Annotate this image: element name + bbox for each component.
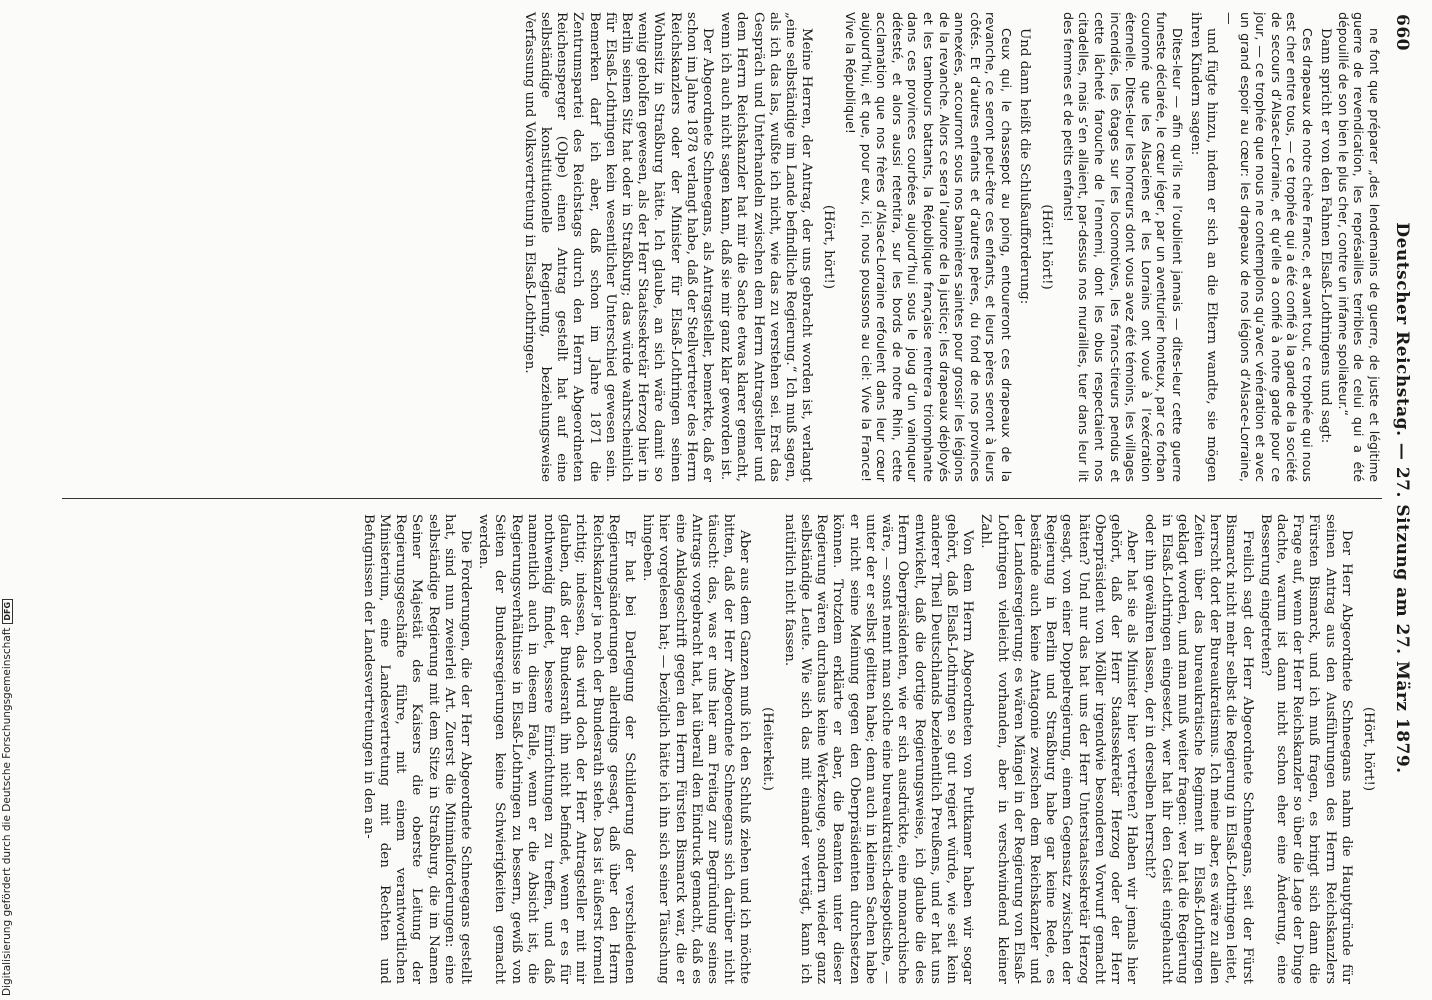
paragraph: Und dann heißt die Schlußaufforderung: — [1017, 28, 1033, 305]
paragraph: Die Forderungen, die der Herr Abgeordnete Schneegans gestellt hat, sind nun zweierlei Art. Zuerst die Minimalforderungen: eine selbständige Regierung mit dem Sitze in Straßburg, die im Namen Seiner Majestät des Kaisers die oberste Leitung der Regierungsgeschäfte führe, mit einem verantwortlichen Ministerium, eine Landesvertretung mit den Rechten und Befugnissen der Landesvertretungen in den an- — [360, 514, 474, 984]
interjection: (Hört, hört!) — [1361, 706, 1376, 792]
dfg-logo: DFG — [2, 599, 13, 624]
page-header — [1386, 8, 1412, 988]
digitization-note: Digitalisierung gefördert durch die Deutsche Forschungsgemeinschaft — [1, 627, 13, 996]
page-number: 660 — [1392, 14, 1412, 51]
french-quotation: Ces drapeaux de notre chère France, et avant tout, ce trophée qui nous est cher entre tous, — ce trophée qui a été confié à la garde de la société de secours d’Alsace-Lorraine, et qu’elle a confié à notre garde pour ce jour, — ce trophée que nous ne contemplons qu’avec vénération et avec un grand espoir au cœur: les drapeaux de nos légions d’Alsace-Lorraine, — — [1222, 12, 1316, 482]
interjection: (Heiterkeit.) — [759, 707, 775, 791]
paragraph: Freilich sagt der Herr Abgeordnete Schneegans, seit der Fürst Bismarck nicht mehr selbst die Regierung in Elsaß-Lothringen leitet, herrscht dort der Bureaukratismus. Ich meine aber, es wäre zu allen Zeiten über das bureaukratische Regiment in Elsaß-Lothringen geklagt worden, und man muß weiter fragen: wer hat die Regierung in Elsaß-Lothringen eingesetzt, wer hat ihr den Geist eingehaucht oder ihn gewähren lassen, der in derselben herrscht? — [1142, 514, 1255, 984]
paragraph: Von dem Herrn Abgeordneten von Puttkamer haben wir sogar gehört, daß Elsaß-Lothringen so gut regiert würde, wie seit kein anderer Theil Deutschlands beziehentlich Preußens, und er hat uns entwickelt, daß die dortige Regierungsweise, ich glaube die des Herrn Oberpräsidenten, wie er sich ausdrückte, eine monarchische wäre, — sonst nennt man solche eine bureaukratisch-despotische, — unter der er selbst gelitten habe; denn auch in kleinen Sachen habe er nicht seine Meinung gegen den Oberpräsidenten durchsetzen können. Trotzdem erklärte er aber, die Beamten unter dieser Regierung wären durchaus keine Werkzeuge, sondern wieder ganz selbständige Leute. Wie sich das mit einander verträgt, kann ich natürlich nicht fassen. — [781, 514, 976, 984]
running-title: Deutscher Reichstag. — 27. Sitzung am 27. März 1879. — [1392, 222, 1412, 774]
interjection: (Hört! hört!) — [1039, 204, 1055, 290]
french-quotation: Dites-leur — afin qu’ils ne l’oublient jamais — dites-leur cette guerre funeste déclarée, le cœur léger, par un aventurier honteux, par ce forban couronné que les Alsaciens et les Lorrains ont voué à l’exécration éternelle. Dites-leur les horreurs dont vous avez été témoins, les villages incendiés, les ôtages sur les locomotives, les francs-tireurs pendus et cette lâcheté farouche de l’ennemi, dont les obus respectaient nos citadelles, mais s’en allaient, par-dessus nos murailles, tuer dans leur lit des femmes et de petits enfants! — [1060, 12, 1186, 482]
paragraph: Dann spricht er von den Fahnen Elsaß-Lothringens und sagt: — [1318, 28, 1334, 444]
french-quotation: ne font que préparer „des lendemains de guerre, de juste et légitime guerre de revendication, les représailles terribles de celui qui a été dépouillé de son bien le plus cher, contre un infame spoliateur.“ — [1335, 12, 1382, 482]
paragraph: Aber aus dem Ganzen muß ich den Schluß ziehen und ich möchte bitten, daß der Herr Abgeordnete Schneegans sich darüber nicht täuscht: das, was er uns hier am Freitag zur Begründung seines Antrags vorgebracht hat, hat überall den Eindruck gemacht, daß es eine Anklageschrift gegen den Herrn Fürsten Bismarck war, die er hier vorgelesen hat; — bezüglich hätte ich ihn sich seiner Täuschung hingeben. — [640, 514, 753, 984]
paragraph: Der Herr Abgeordnete Schneegans nahm die Hauptgründe für seinen Antrag aus den Ausführungen des Herrn Reichskanzlers Fürsten Bismarck, und ich muß fragen, es bringt sich dann die Frage auf, wenn der Herr Reichskanzler so über die Lage der Dinge dachte, warum ist dann nicht schon eher eine Änderung, eine Besserung eingetreten? — [1257, 514, 1354, 984]
paragraph: Der Abgeordnete Schneegans, als Antragsteller, bemerkte, daß er schon im Jahre 1878 verlangt habe, daß der Stellvertreter des Herrn Reichskanzlers oder der Minister für Elsaß-Lothringen seinen Wohnsitz in Straßburg hätte. Ich glaube, an sich wäre damit so wenig geholfen gewesen, als der Herr Staatssekretär Herzog hier in Berlin seinen Sitz hat oder in Straßburg; das würde wahrscheinlich für Elsaß-Lothringen kein wesentlicher Unterschied gewesen sein. Bemerken darf ich aber, daß schon im Jahre 1871 die Zentrumspartei des Reichstags durch den Herrn Abgeordneten Reichensperger (Olpe) einen Antrag gestellt hat auf eine selbständige konstitutionelle Regierung, beziehungsweise Verfassung und Volksvertretung in Elsaß-Lothringen. — [521, 12, 715, 482]
interjection: (Hört, hört!) — [821, 204, 837, 290]
newspaper-page — [56, 8, 1416, 988]
paragraph: und fügte hinzu, indem er sich an die Eltern wandte, sie mögen ihren Kindern sagen: — [1188, 12, 1220, 482]
paragraph: Aber hat sie als Minister hier vertreten? Haben wir jemals hier gehört, daß der Herr Staatssekretär Herzog oder der Herr Oberpräsident von Möller irgendwie besonderen Vorwurf gemacht hätten? Und nur das hat uns der Herr Unterstaatssekretär Herzog gesagt, von einer Doppelregierung, einem Gegensatz zwischen der Regierung in Berlin und Straßburg habe gar keine Rede, es bestände auch keine Antagonie zwischen dem Reichskanzler und der Landesregierung; es wären Mängel in der Regierung von Elsaß-Lothringen vielleicht vorhanden, aber in verschwindend kleiner Zahl. — [978, 514, 1140, 984]
column-divider — [62, 498, 1382, 499]
french-quotation: Ceux qui, le chassepot au poing, entoureront ces drapeaux de la revanche, ce seront peut-être ces enfants, et leurs pères seront à leurs côtés. Et d’autres enfants et d’autres pères, du fond de nos provinces annexées, accourront sous nos bannières saintes pour grossir les légions de la revanche. Alors ce sera l’aurore de la justice; les drapeaux déployés et les tambours battants, la République française rentrera triomphante dans ces provinces courbées aujourd’hui sous le joug d’un vainqueur détesté, et alors aussi retentira, sur les bords de notre Rhin, cette acclamation que nos frères d’Alsace-Lorraine refoulent dans leur cœur aujourd’hui, et que, pour eux, ici, nous poussons au ciel: Vive la France! Vive la République! — [842, 12, 1014, 482]
left-column — [519, 12, 1383, 482]
right-column — [358, 514, 1382, 984]
paragraph: Er hat bei Darlegung der Schilderung der verschiedenen Regierungsänderungen allerdings gesagt, daß über den Herrn Reichskanzler ja noch der Bundesrath stehe. Das ist äußerst formell richtig; indessen, das wird doch der Herr Antragsteller mit mir glauben, daß der Bundesrath ihn nicht befindet, wenn er es für nothwendig findet, bessere Einrichtungen zu treffen, und daß namentlich auch in diesem Falle, wenn er die Absicht ist, die Regierungsverhältnisse in Elsaß-Lothringen zu bessern, gewiß von Seiten der Bundesregierungen keine Schwierigkeiten gemacht werden. — [476, 514, 638, 984]
paragraph: Meine Herren, der Antrag, der uns gebracht worden ist, verlangt „eine selbständige im Lande befindliche Regierung.“ Ich muß sagen, als ich das las, wußte ich nicht, wie das zu verstehen sei. Erst das Gespräch und Unterhandeln zwischen dem Herrn Antragsteller und dem Herrn Reichskanzler hat mir die Sache etwas klarer gemacht, wenn ich auch nicht sagen kann, daß sie mir ganz klar geworden ist. — [718, 12, 815, 482]
digitization-footer — [1, 599, 13, 996]
